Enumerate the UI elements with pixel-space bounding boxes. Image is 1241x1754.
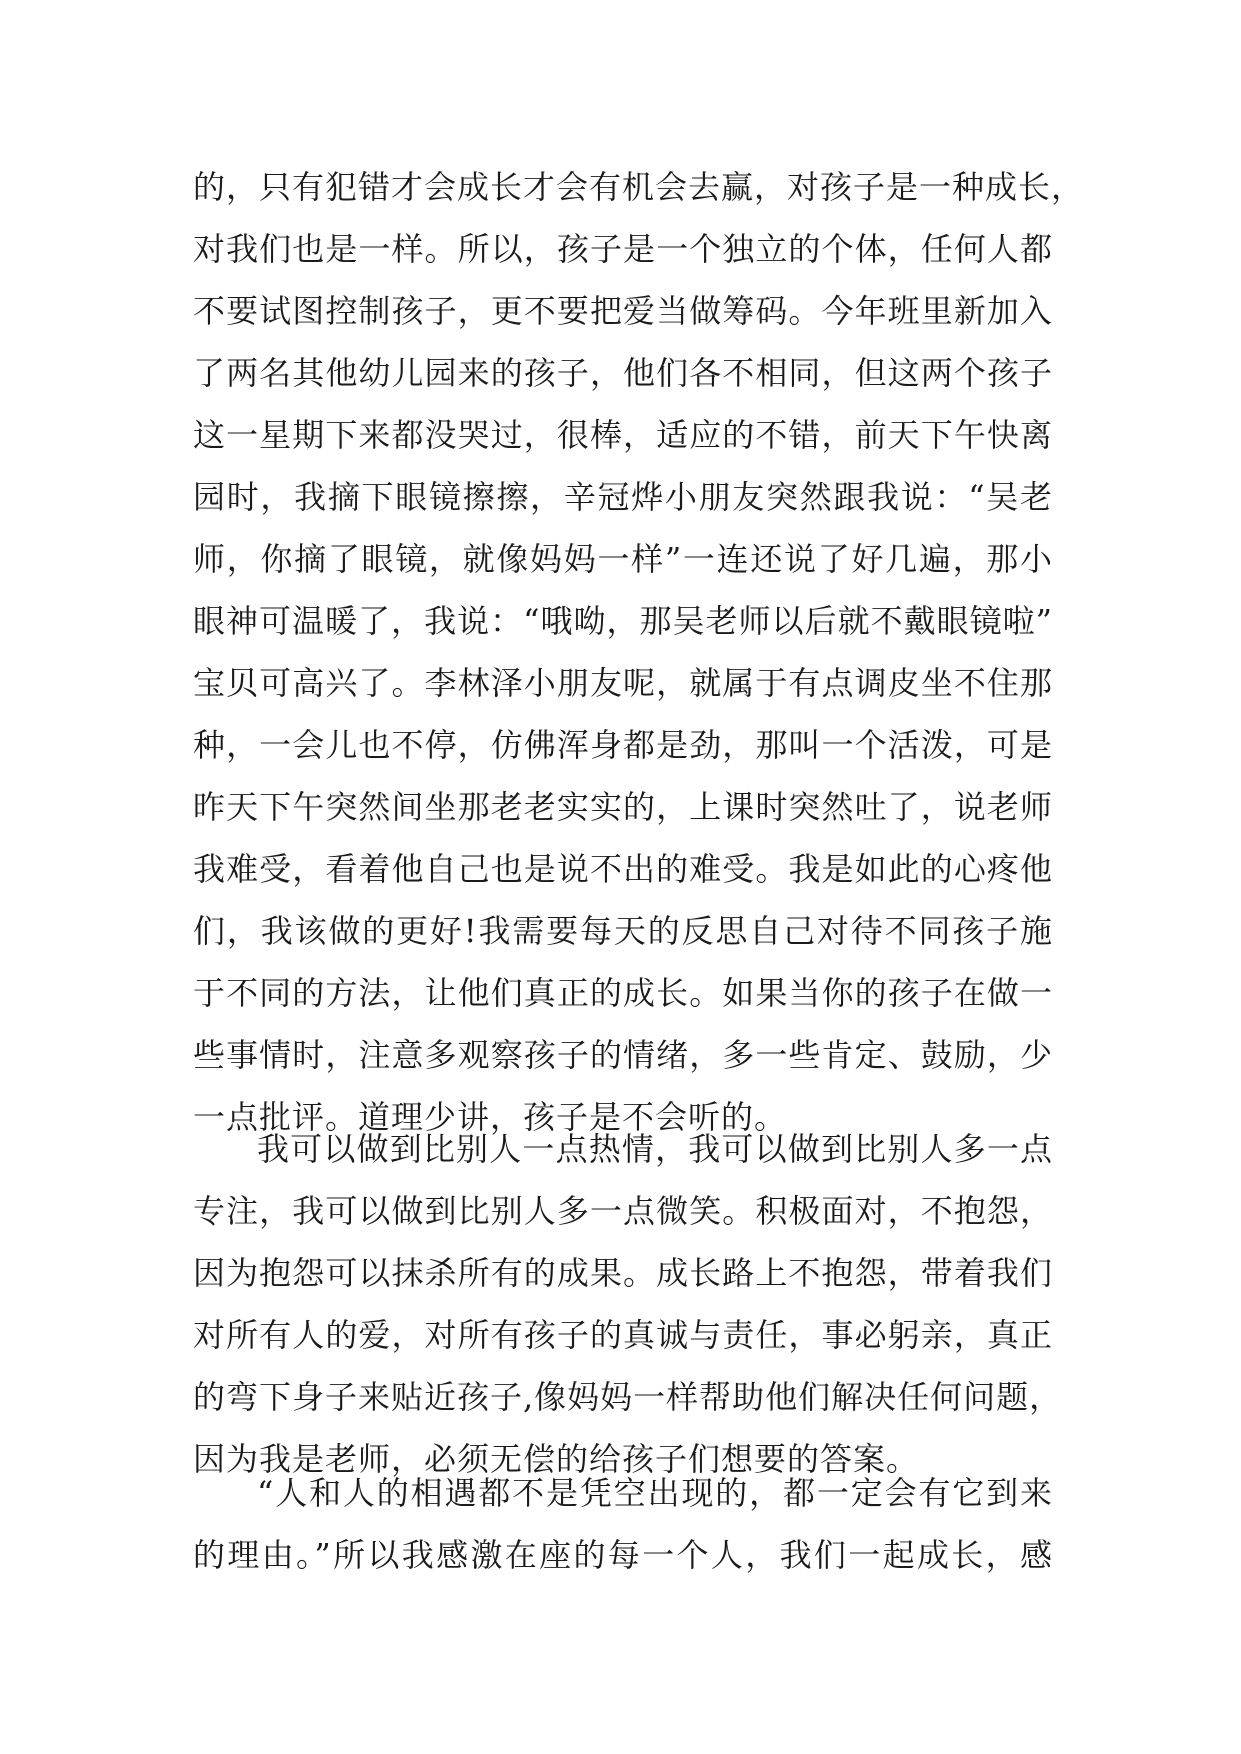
text-line: 些事情时，注意多观察孩子的情绪，多一些肯定、鼓励，少 [193,1036,1053,1074]
text-line: 我难受，看着他自己也是说不出的难受。我是如此的心疼他 [193,850,1053,888]
paragraph-3 [193,1462,1053,1586]
text-line: “人和人的相遇都不是凭空出现的，都一定会有它到来 [257,1474,1053,1512]
text-line: 不要试图控制孩子，更不要把爱当做筹码。今年班里新加入 [193,292,1053,330]
text-line: 因为我是老师，必须无偿的给孩子们想要的答案。 [193,1440,920,1478]
text-line: 专注，我可以做到比别人多一点微笑。积极面对，不抱怨， [193,1192,1053,1230]
text-line: 的，只有犯错才会成长才会有机会去赢，对孩子是一种成长， [193,168,1085,206]
text-line: 师，你摘了眼镜，就像妈妈一样”一连还说了好几遍，那小 [193,540,1053,578]
text-line: 的理由。”所以我感激在座的每一个人，我们一起成长，感 [193,1536,1053,1574]
text-line: 眼神可温暖了，我说：“哦呦，那吴老师以后就不戴眼镜啦” [193,602,1053,640]
text-line: 的弯下身子来贴近孩子,像妈妈一样帮助他们解决任何问题， [193,1378,1063,1416]
text-line: 我可以做到比别人一点热情，我可以做到比别人多一点 [257,1130,1053,1168]
text-line: 宝贝可高兴了。李林泽小朋友呢，就属于有点调皮坐不住那 [193,664,1053,702]
paragraph-2 [193,1118,1063,1490]
text-line: 们，我该做的更好!我需要每天的反思自己对待不同孩子施 [193,912,1053,950]
text-line: 于不同的方法，让他们真正的成长。如果当你的孩子在做一 [193,974,1053,1012]
text-line: 这一星期下来都没哭过，很棒，适应的不错，前天下午快离 [193,416,1053,454]
text-line: 种，一会儿也不停，仿佛浑身都是劲，那叫一个活泼，可是 [193,726,1053,764]
text-line: 因为抱怨可以抹杀所有的成果。成长路上不抱怨，带着我们 [193,1254,1053,1292]
text-line: 对我们也是一样。所以，孩子是一个独立的个体，任何人都 [193,230,1053,268]
text-line: 一点批评。道理少讲，孩子是不会听的。 [193,1098,788,1136]
paragraph-1 [193,156,1085,1148]
text-line: 园时，我摘下眼镜擦擦，辛冠烨小朋友突然跟我说：“吴老 [193,478,1053,516]
text-line: 昨天下午突然间坐那老老实实的，上课时突然吐了，说老师 [193,788,1053,826]
text-line: 对所有人的爱，对所有孩子的真诚与责任，事必躬亲，真正 [193,1316,1053,1354]
text-line: 了两名其他幼儿园来的孩子，他们各不相同，但这两个孩子 [193,354,1053,392]
